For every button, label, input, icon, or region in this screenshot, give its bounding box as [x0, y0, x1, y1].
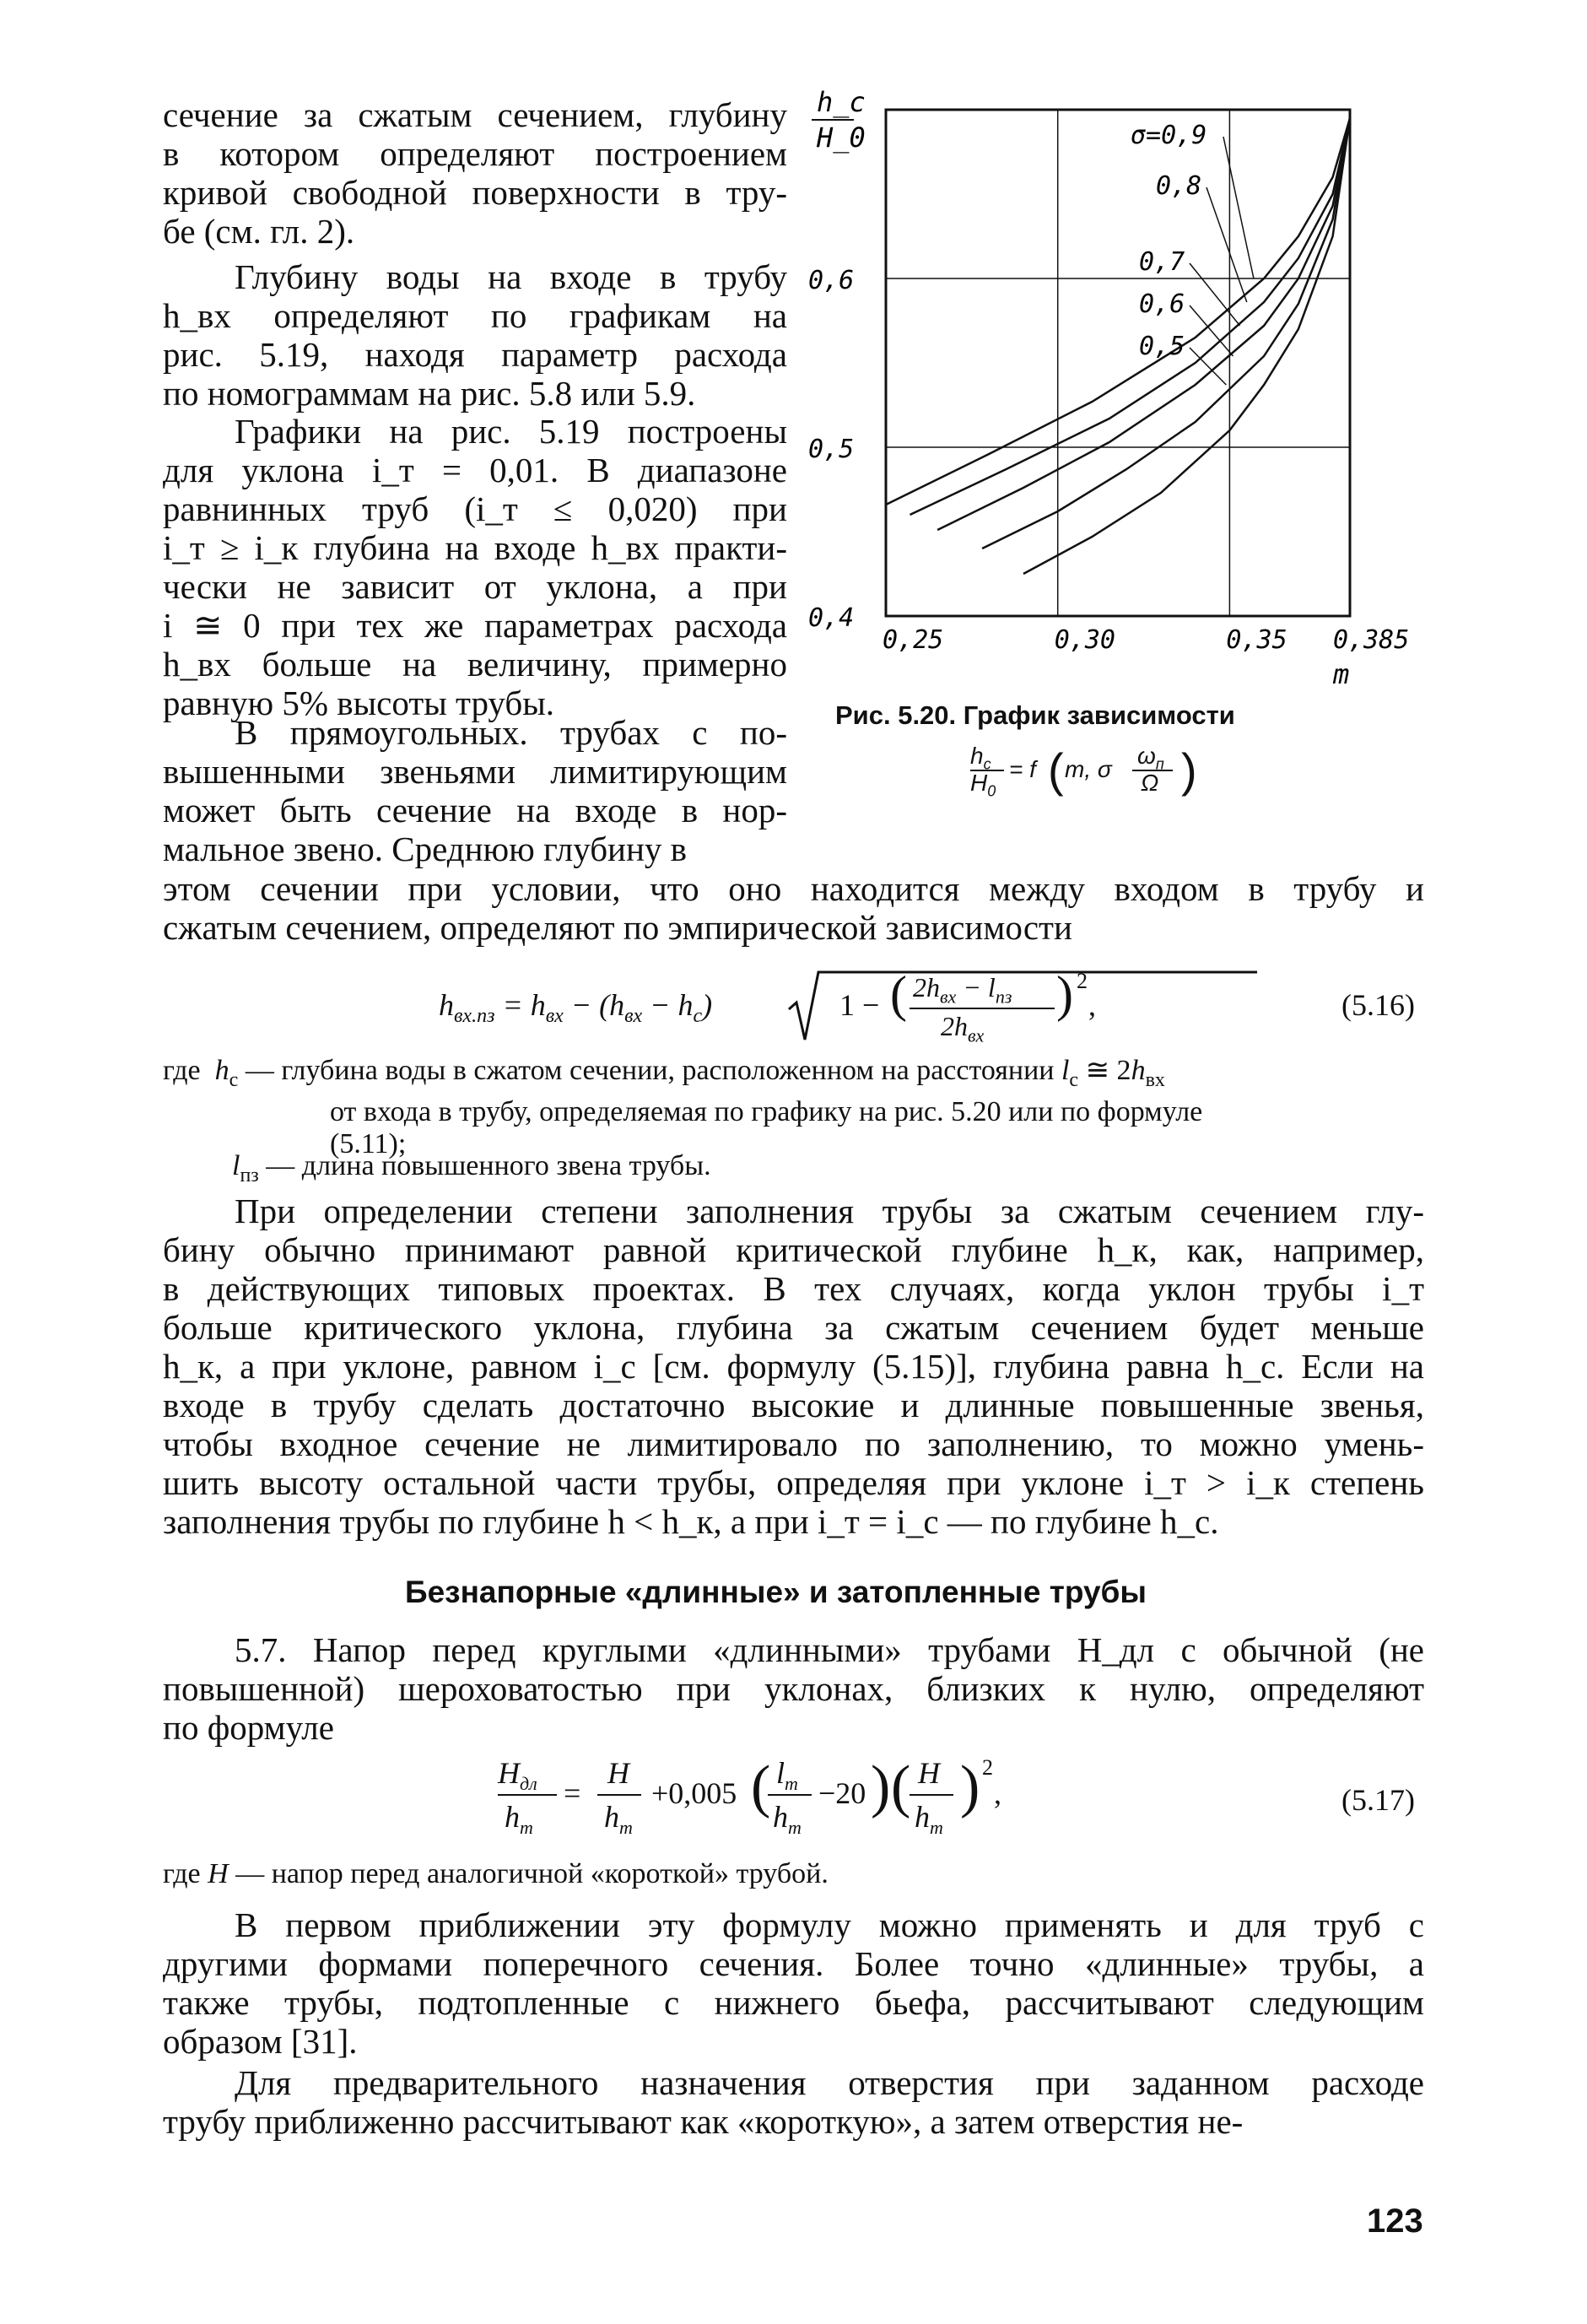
paragraph-slope-graphs	[163, 412, 787, 722]
text-line: i ≅ 0 при тех же параметрах расхода	[163, 606, 787, 645]
text-line: В первом приближении эту формулу можно применять и для труб с	[235, 1905, 1424, 1944]
text-line: При определении степени заполнения трубы за сжатым сечением глу-	[235, 1192, 1424, 1230]
text-line: рис. 5.19, находя параметр расхода	[163, 335, 787, 374]
series-label: 0,6	[1139, 289, 1185, 319]
text-line: равную 5% высоты трубы.	[163, 684, 555, 722]
series-line	[937, 118, 1350, 530]
text-line: бину обычно принимают равной критической глубине h_к, как, например,	[163, 1230, 1424, 1269]
figure-5-20	[802, 84, 1443, 800]
y-tick-label: 0,6	[808, 266, 855, 295]
y-tick-label: 0,4	[808, 603, 855, 633]
equation-5-16: $h_{вх.пз} = h_{вх} - (h_{вх} - h_с)$ 1 − ( $2h_{вх} - l_{пз}$ $2h_{вх}$ ) 2 ,	[439, 969, 1198, 1045]
text-line: мальное звено. Среднюю глубину в	[163, 830, 688, 868]
text-line: кривой свободной поверхности в тру-	[163, 173, 787, 212]
text-line: заполнения трубы по глубине h < h_к, а при i_т = i_с — по глубине h_с.	[163, 1502, 1219, 1541]
text-line: h_вх больше на величину, примерно	[163, 645, 787, 684]
series-leader-line	[1190, 348, 1226, 385]
y-axis-label-numerator: h_c	[817, 86, 866, 118]
series-label: σ=0,9	[1131, 121, 1207, 150]
text-line: трубу приближенно рассчитывают как «короткую», а затем отверстия не-	[163, 2102, 1244, 2141]
text-line: входе в трубу сделать достаточно высокие и длинные повышенные звенья,	[163, 1386, 1424, 1424]
text-line: h_вх определяют по графикам на	[163, 296, 787, 335]
paragraph-empirical-dependence	[163, 869, 1424, 947]
text-line: h_к, а при уклоне, равном i_с [см. формулу (5.15)], глубина равна h_с. Если на	[163, 1347, 1424, 1386]
text-line: сжатым сечением, определяют по эмпирической зависимости	[163, 908, 1072, 947]
page-number: 123	[1367, 2202, 1423, 2240]
text-line: бе (см. гл. 2).	[163, 212, 355, 251]
where-clause-hc	[163, 1055, 1424, 1160]
text-line: 5.7. Напор перед круглыми «длинными» трубами H_дл с обычной (не	[235, 1630, 1424, 1669]
y-axis-label-denominator: H_0	[817, 122, 866, 154]
series-leader-line	[1190, 263, 1240, 326]
text-line: этом сечении при условии, что оно находится между входом в трубу и	[163, 869, 1424, 908]
text-line: больше критического уклона, глубина за сжатым сечением будет меньше	[163, 1308, 1424, 1347]
text-line: в котором определяют построением	[163, 134, 787, 173]
text-line: образом [31].	[163, 2022, 358, 2061]
figure-caption-formula: $h_c$ $H_0$ = f ( m, σ $\omega_п$ Ω )	[970, 743, 1197, 800]
text-line: чески не зависит от уклона, а при	[163, 567, 787, 606]
series-line	[910, 118, 1351, 515]
x-tick-label: 0,35	[1226, 625, 1287, 655]
text-line: В прямоугольных. трубах с по-	[235, 713, 787, 752]
where-clause-lpz: $l_{пз}$ — длина повышенного звена трубы.	[232, 1150, 711, 1186]
series-leader-line	[1223, 137, 1254, 278]
x-axis-label: m	[1333, 658, 1350, 690]
y-tick-label: 0,5	[808, 435, 855, 464]
series-label: 0,8	[1156, 171, 1202, 201]
text-line: в действующих типовых проектах. В тех случаях, когда уклон трубы i_т	[163, 1269, 1424, 1308]
series-label: 0,5	[1139, 332, 1185, 361]
text-line: i_т ≥ i_к глубина на входе h_вх практи-	[163, 528, 787, 567]
equation-number-5-17: (5.17)	[1341, 1783, 1415, 1817]
text-line: чтобы входное сечение не лимитировало по заполнению, то можно умень-	[163, 1424, 1424, 1463]
text-line: сечение за сжатым сечением, глубину	[163, 95, 787, 134]
text-line: по номограммам на рис. 5.8 или 5.9.	[163, 374, 696, 413]
text-line: вышенными звеньями лимитирующим	[163, 752, 787, 791]
text-line: Для предварительного назначения отверстия при заданном расходе	[235, 2063, 1424, 2102]
text-line: может быть сечение на входе в нор-	[163, 791, 787, 830]
paragraph-filling-degree	[163, 1192, 1424, 1541]
text-line: другими формами поперечного сечения. Более точно «длинные» трубы, а	[163, 1944, 1424, 1983]
equation-5-17: $H_{дл}$ $h_т$ = H $h_т$ +0,005 ( $l_т$ $h_т$ −20 ) ( H $h_т$ ) 2 ,	[498, 1754, 1001, 1839]
figure-caption: Рис. 5.20. График зависимости	[835, 700, 1235, 730]
text-line: равнинных труб (i_т ≤ 0,020) при	[163, 489, 787, 528]
series-leader-line	[1206, 187, 1247, 302]
chart-svg	[802, 84, 1443, 785]
paragraph-inlet-depth	[163, 257, 787, 413]
x-tick-label: 0,385	[1333, 625, 1410, 655]
x-tick-label: 0,30	[1054, 625, 1115, 655]
paragraph-preliminary-design	[163, 2063, 1424, 2141]
equation-number-5-16: (5.16)	[1341, 988, 1415, 1022]
text-line: также трубы, подтопленные с нижнего бьефа, рассчитывают следующим	[163, 1983, 1424, 2022]
paragraph-first-approximation	[163, 1905, 1424, 2061]
x-tick-label: 0,25	[883, 625, 944, 655]
text-line: Графики на рис. 5.19 построены	[235, 412, 787, 451]
where-clause-H: где H — напор перед аналогичной «короткой» трубой.	[163, 1858, 829, 1889]
text-line: по формуле	[163, 1708, 334, 1747]
where-clause-hc-line2: от входа в трубу, определяемая по графику на рис. 5.20 или по формуле	[330, 1095, 1203, 1127]
plot-frame	[886, 110, 1350, 616]
where-clause-hc-line1: где $h_с$ — глубина воды в сжатом сечении, расположенном на расстоянии $l_с$ ≅ $2h_{вх}$	[163, 1055, 1165, 1091]
paragraph-long-pipes	[163, 1630, 1424, 1747]
section-heading: Безнапорные «длинные» и затопленные трубы	[405, 1575, 1147, 1609]
series-label: 0,7	[1139, 247, 1185, 277]
paragraph-contracted-section	[163, 95, 787, 251]
text-line: повышенной) шероховатостью при уклонах, близких к нулю, определяют	[163, 1669, 1424, 1708]
text-line: для уклона i_т = 0,01. В диапазоне	[163, 451, 787, 489]
text-line: Глубину воды на входе в трубу	[235, 257, 787, 296]
where-clause-hc-line3: (5.11);	[330, 1127, 407, 1159]
text-line: шить высоту остальной части трубы, определяя при уклоне i_т > i_к степень	[163, 1463, 1424, 1502]
paragraph-rectangular-pipes	[163, 713, 787, 868]
